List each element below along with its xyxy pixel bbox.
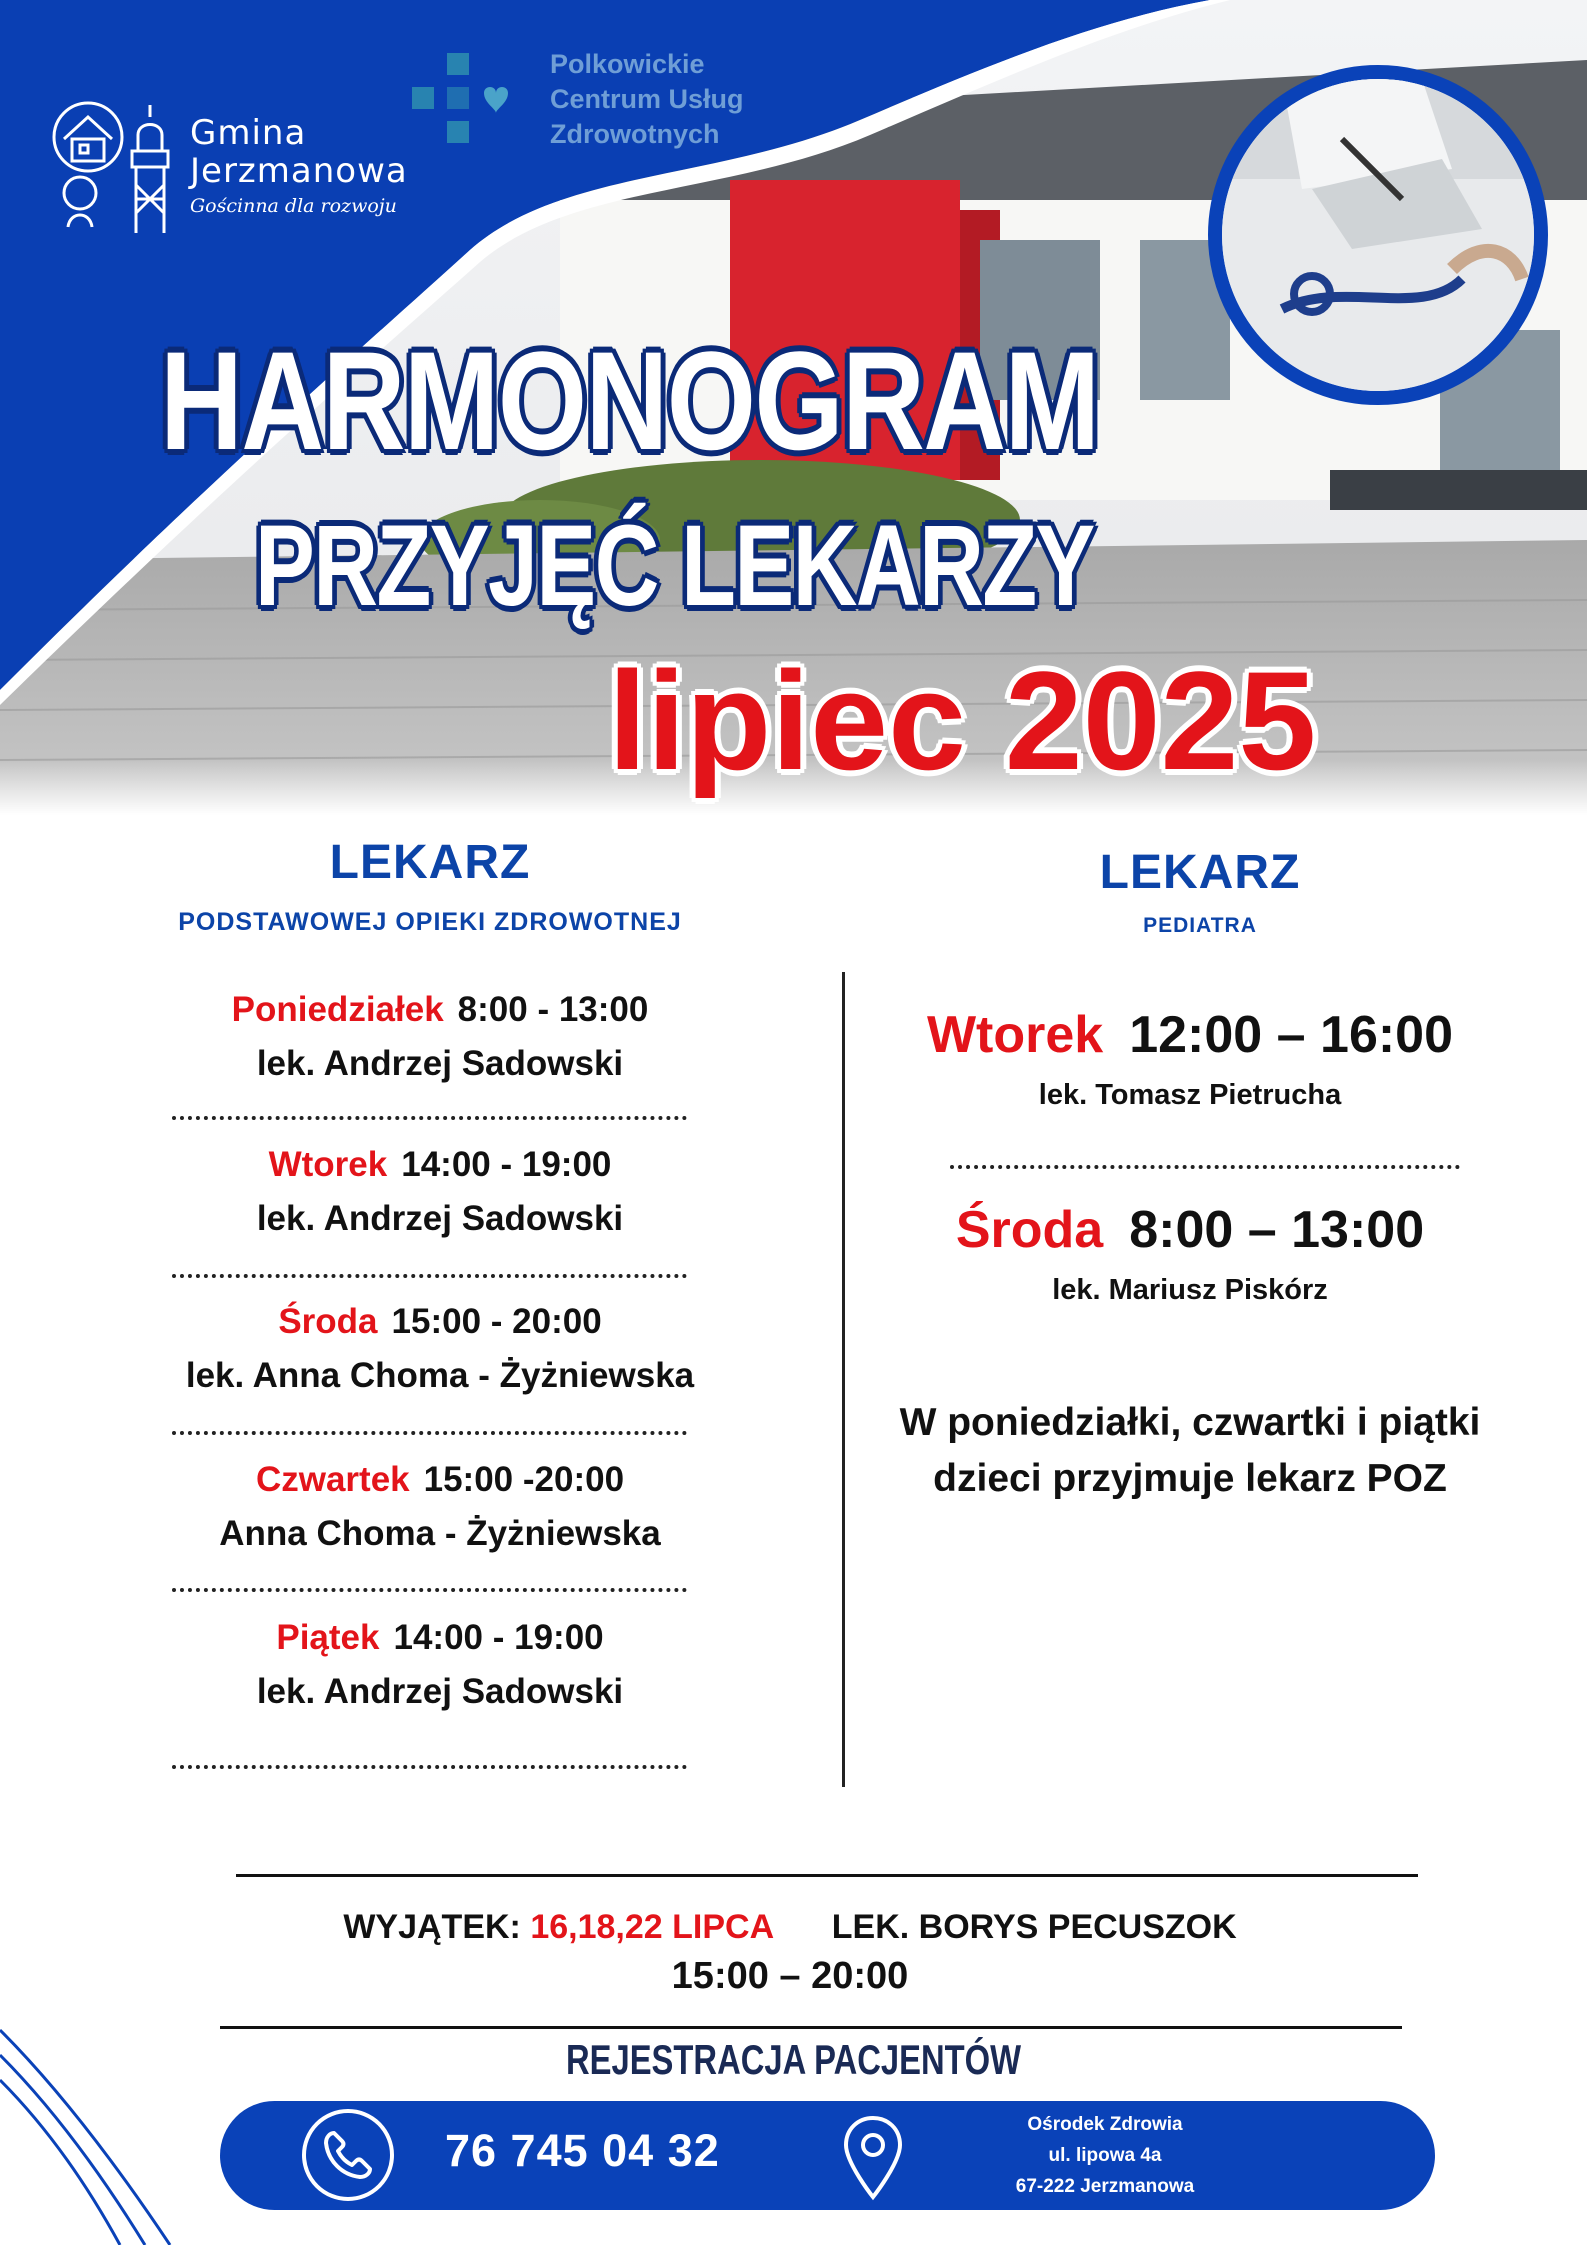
- left-column-heading: LEKARZ: [329, 836, 531, 889]
- schedule-hours: 15:00 - 20:00: [391, 1302, 602, 1341]
- exception-hours: 15:00 – 20:00: [671, 1955, 909, 1997]
- schedule-day: Czwartek: [255, 1460, 410, 1499]
- schedule-hours: 14:00 - 19:00: [401, 1145, 612, 1184]
- title-harmonogram: HARMONOGRAM: [160, 322, 1099, 479]
- decorative-corner-lines: [0, 2010, 220, 2245]
- exception-doctor: LEK. BORYS PECUSZOK: [831, 1908, 1237, 1946]
- schedule-day: Wtorek: [268, 1145, 388, 1184]
- header-banner: [0, 0, 1587, 815]
- address-line1: Ośrodek Zdrowia: [1027, 2114, 1183, 2135]
- footer-rule-bottom: [220, 2026, 1402, 2029]
- schedule-day: Poniedziałek: [231, 990, 444, 1029]
- gmina-name-line2: Jerzmanowa: [190, 151, 408, 191]
- location-pin-icon: [838, 2113, 908, 2201]
- pcuz-cross-icon: [410, 49, 520, 149]
- schedule-doctor: lek. Mariusz Piskórz: [1052, 1274, 1328, 1306]
- schedule-entry: [870, 1005, 1510, 1112]
- schedule-hours: 14:00 - 19:00: [393, 1618, 604, 1657]
- schedule-hours: 8:00 - 13:00: [457, 990, 649, 1029]
- schedule-doctor: lek. Anna Choma - Żyżniewska: [185, 1356, 695, 1395]
- schedule-day: Środa: [278, 1302, 378, 1341]
- schedule-hours: 15:00 -20:00: [423, 1460, 625, 1499]
- gmina-tagline: Gościnna dla rozwoju: [190, 195, 397, 217]
- schedule-day: Wtorek: [926, 1006, 1104, 1064]
- schedule-doctor: lek. Andrzej Sadowski: [256, 1672, 624, 1711]
- schedule-doctor: lek. Andrzej Sadowski: [256, 1199, 624, 1238]
- schedule-entry: [100, 1460, 780, 1554]
- pediatric-note-line2: dzieci przyjmuje lekarz POZ: [933, 1457, 1447, 1500]
- schedule-day: Piątek: [276, 1618, 380, 1657]
- exception-label: WYJĄTEK:: [343, 1908, 521, 1946]
- dotted-separator: [172, 1274, 687, 1278]
- dotted-separator: [172, 1765, 687, 1769]
- gmina-name-line1: Gmina: [190, 113, 307, 153]
- schedule-entry: [100, 1618, 780, 1712]
- schedule-entry: [870, 1200, 1510, 1307]
- phone-icon: [302, 2109, 394, 2201]
- pediatric-note-line1: W poniedziałki, czwartki i piątki: [899, 1401, 1481, 1444]
- schedule-doctor: lek. Andrzej Sadowski: [256, 1044, 624, 1083]
- pcuz-name-line3: Zdrowotnych: [550, 119, 720, 149]
- title-month-year: lipiec 2025: [608, 642, 1317, 799]
- address-line2: ul. lipowa 4a: [1048, 2145, 1162, 2166]
- footer-rule-top: [236, 1874, 1418, 1877]
- registration-address: [980, 2109, 1230, 2202]
- pcuz-name-line2: Centrum Usług: [550, 84, 744, 114]
- schedule-hours: 12:00 – 16:00: [1129, 1006, 1454, 1064]
- dotted-separator: [172, 1116, 687, 1120]
- dotted-separator: [950, 1165, 1460, 1169]
- registration-title: REJESTRACJA PACJENTÓW: [565, 2036, 1022, 2083]
- pcuz-name-line1: Polkowickie: [550, 49, 705, 79]
- schedule-entry: [100, 1145, 780, 1239]
- dotted-separator: [172, 1431, 687, 1435]
- doctor-desk-illustration: [1222, 79, 1534, 391]
- schedule-entry: [100, 990, 780, 1084]
- doctor-photo: [1208, 65, 1548, 405]
- schedule-entry: [100, 1302, 780, 1396]
- dotted-separator: [172, 1588, 687, 1592]
- right-column-heading: LEKARZ: [1099, 846, 1301, 899]
- address-line3: 67-222 Jerzmanowa: [1015, 2176, 1195, 2197]
- schedule-doctor: Anna Choma - Żyżniewska: [219, 1514, 661, 1553]
- pcuz-logo: [410, 45, 790, 155]
- column-divider: [842, 972, 845, 1787]
- right-column-subheading: PEDIATRA: [1143, 914, 1257, 937]
- gmina-logo-icon: [50, 95, 180, 235]
- exception-notice: [150, 1908, 1430, 1947]
- left-column-subheading: PODSTAWOWEJ OPIEKI ZDROWOTNEJ: [178, 908, 682, 936]
- registration-bar: [220, 2101, 1435, 2210]
- title-przyjec-lekarzy: PRZYJĘĆ LEKARZY: [255, 502, 1094, 630]
- gmina-logo: [50, 95, 450, 235]
- exception-dates: 16,18,22 LIPCA: [530, 1908, 773, 1946]
- schedule-doctor: lek. Tomasz Pietrucha: [1038, 1079, 1342, 1111]
- pediatric-note: [870, 1395, 1510, 1507]
- registration-phone[interactable]: 76 745 04 32: [445, 2125, 720, 2176]
- schedule-hours: 8:00 – 13:00: [1129, 1201, 1425, 1259]
- schedule-day: Środa: [955, 1201, 1104, 1259]
